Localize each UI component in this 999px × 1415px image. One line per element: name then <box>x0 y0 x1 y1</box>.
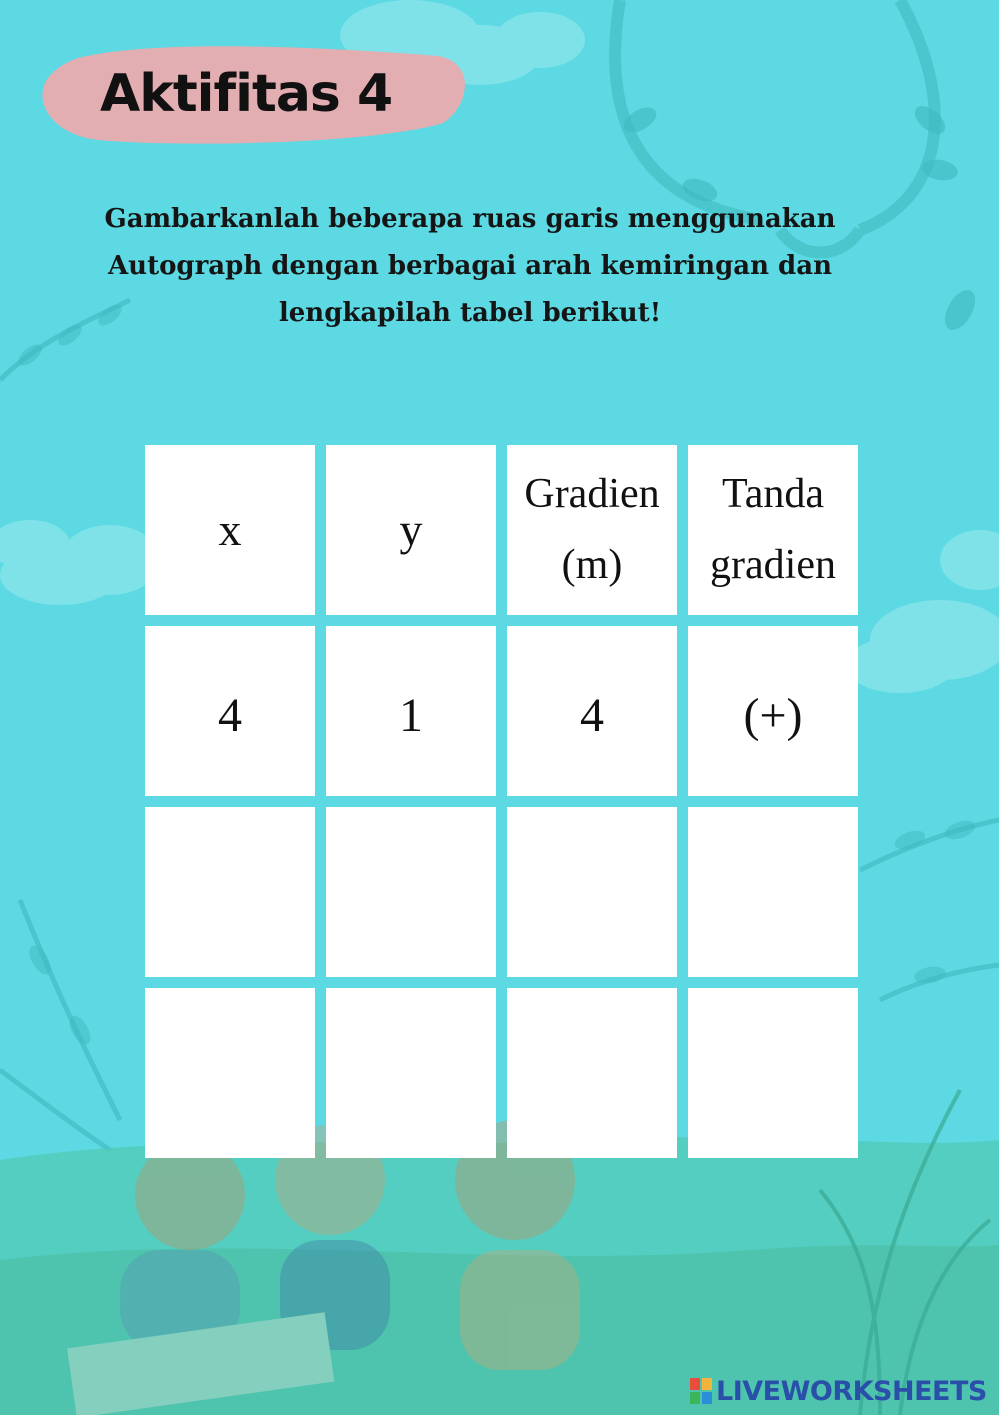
row1-tanda[interactable]: (+) <box>688 626 858 796</box>
answer-table <box>145 445 858 1158</box>
header-gradien: Gradien (m) <box>507 445 677 615</box>
row2-x[interactable] <box>145 807 315 977</box>
row1-gradien[interactable]: 4 <box>507 626 677 796</box>
liveworksheets-logo <box>690 1374 987 1408</box>
page-title: Aktifitas 4 <box>100 64 393 124</box>
header-x: x <box>145 445 315 615</box>
instruction-text: Gambarkanlah beberapa ruas garis menggunakan Autograph dengan berbagai arah kemiringan dan lengkapilah tabel berikut! <box>104 204 836 328</box>
header-tanda-gradien: Tanda gradien <box>688 445 858 615</box>
row1-x[interactable]: 4 <box>145 626 315 796</box>
row3-x[interactable] <box>145 988 315 1158</box>
row2-tanda[interactable] <box>688 807 858 977</box>
header-y: y <box>326 445 496 615</box>
row2-y[interactable] <box>326 807 496 977</box>
row3-gradien[interactable] <box>507 988 677 1158</box>
row3-tanda[interactable] <box>688 988 858 1158</box>
liveworksheets-mark-icon <box>690 1378 712 1404</box>
row3-y[interactable] <box>326 988 496 1158</box>
row1-y[interactable]: 1 <box>326 626 496 796</box>
row2-gradien[interactable] <box>507 807 677 977</box>
logo-text: LIVEWORKSHEETS <box>716 1375 987 1407</box>
